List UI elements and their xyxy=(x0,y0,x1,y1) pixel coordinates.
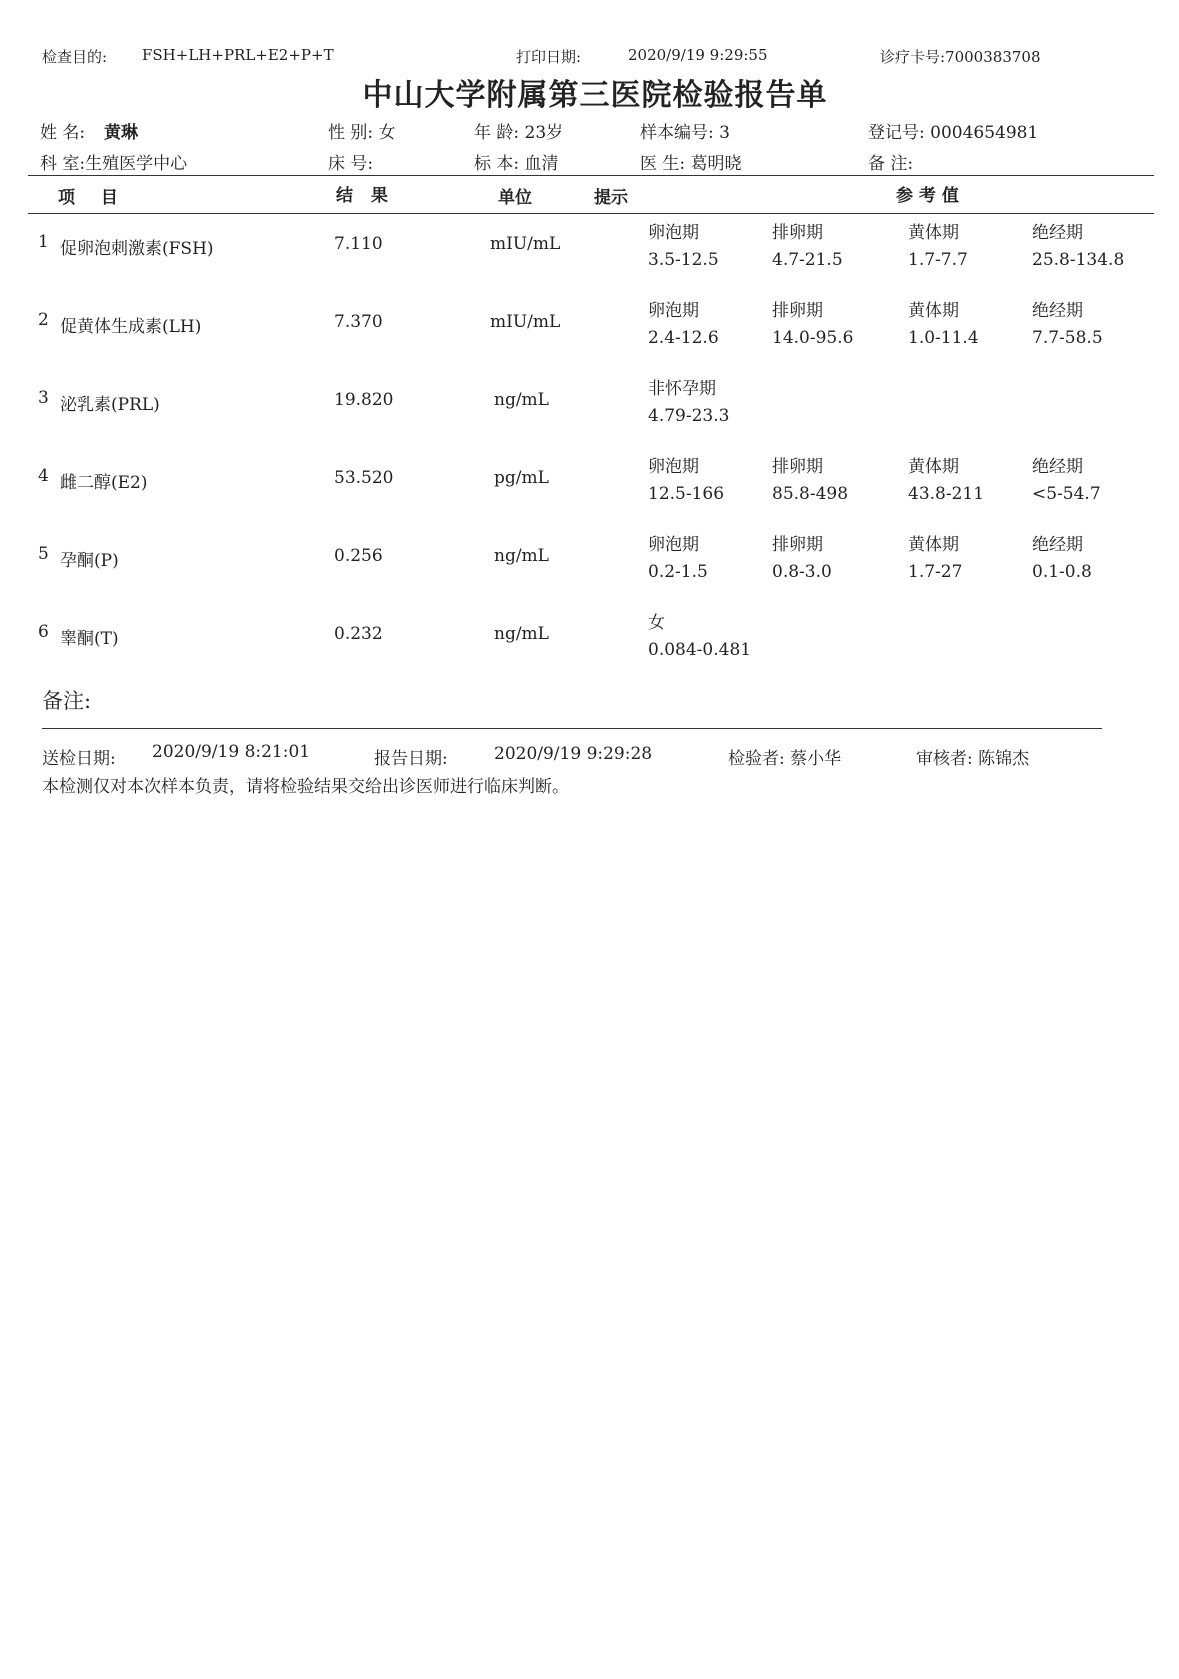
reviewer: 审核者: 陈锦杰 xyxy=(916,749,1030,769)
reference-range: 女 0.084-0.481 xyxy=(648,613,752,660)
sent-date-value: 2020/9/19 8:21:01 xyxy=(152,742,311,762)
patient-remark: 备 注: xyxy=(868,154,914,174)
doctor: 医 生: 葛明晓 xyxy=(640,154,742,174)
test-name: 雌二醇(E2) xyxy=(60,473,148,493)
reference-range: 黄体期 1.7-27 xyxy=(908,535,963,582)
row-number: 1 xyxy=(38,232,49,252)
specimen-type: 标 本: 血清 xyxy=(474,154,559,174)
test-unit: ng/mL xyxy=(494,390,549,410)
test-unit: mIU/mL xyxy=(490,234,561,254)
patient-age: 年 龄: 23岁 xyxy=(474,123,564,143)
reference-range: 黄体期 1.0-11.4 xyxy=(908,301,979,348)
row-number: 2 xyxy=(38,310,49,330)
registration-number: 登记号: 0004654981 xyxy=(868,123,1039,143)
test-result: 19.820 xyxy=(334,390,394,410)
sent-date-label: 送检日期: xyxy=(42,749,116,769)
test-name: 睾酮(T) xyxy=(60,629,119,649)
reference-range: 黄体期 43.8-211 xyxy=(908,457,985,504)
test-result: 7.110 xyxy=(334,234,383,254)
reference-range: 卵泡期 12.5-166 xyxy=(648,457,725,504)
print-date-value: 2020/9/19 9:29:55 xyxy=(628,46,768,64)
test-unit: mIU/mL xyxy=(490,312,561,332)
row-number: 5 xyxy=(38,544,49,564)
name-label: 姓 名: xyxy=(40,123,86,143)
purpose-value: FSH+LH+PRL+E2+P+T xyxy=(142,46,334,64)
test-name: 促卵泡刺激素(FSH) xyxy=(60,239,214,259)
row-number: 3 xyxy=(38,388,49,408)
reference-range: 卵泡期 2.4-12.6 xyxy=(648,301,719,348)
patient-gender: 性 别: 女 xyxy=(328,123,396,143)
column-unit: 单位 xyxy=(498,188,532,208)
print-date-label: 打印日期: xyxy=(516,48,582,66)
reference-range: 卵泡期 3.5-12.5 xyxy=(648,223,719,270)
column-result: 结 果 xyxy=(336,186,388,206)
reference-range: 黄体期 1.7-7.7 xyxy=(908,223,968,270)
card-number: 诊疗卡号:7000383708 xyxy=(880,48,1041,66)
disclaimer: 本检测仅对本次样本负责，请将检验结果交给出诊医师进行临床判断。 xyxy=(42,777,569,797)
reference-range: 绝经期 25.8-134.8 xyxy=(1032,223,1125,270)
reference-range: 排卵期 0.8-3.0 xyxy=(772,535,832,582)
report-title: 中山大学附属第三医院检验报告单 xyxy=(362,78,828,113)
footer-rule xyxy=(42,728,1102,729)
column-hint: 提示 xyxy=(594,188,628,208)
test-result: 53.520 xyxy=(334,468,394,488)
test-unit: ng/mL xyxy=(494,624,549,644)
report-date-value: 2020/9/19 9:29:28 xyxy=(494,744,653,764)
test-name: 促黄体生成素(LH) xyxy=(60,317,202,337)
test-unit: ng/mL xyxy=(494,546,549,566)
reference-range: 绝经期 7.7-58.5 xyxy=(1032,301,1103,348)
reference-range: 卵泡期 0.2-1.5 xyxy=(648,535,708,582)
header-bottom-rule xyxy=(28,213,1154,214)
bed-number: 床 号: xyxy=(328,154,374,174)
department: 科 室:生殖医学中心 xyxy=(40,154,188,174)
reference-range: 排卵期 4.7-21.5 xyxy=(772,223,843,270)
remarks-label: 备注: xyxy=(42,689,92,713)
test-result: 0.256 xyxy=(334,546,383,566)
test-name: 孕酮(P) xyxy=(60,551,119,571)
row-number: 6 xyxy=(38,622,49,642)
row-number: 4 xyxy=(38,466,49,486)
sample-number: 样本编号: 3 xyxy=(640,123,730,143)
tester: 检验者: 蔡小华 xyxy=(728,749,842,769)
test-result: 7.370 xyxy=(334,312,383,332)
reference-range: 排卵期 14.0-95.6 xyxy=(772,301,854,348)
test-name: 泌乳素(PRL) xyxy=(60,395,160,415)
patient-name: 黄琳 xyxy=(104,123,138,143)
report-date-label: 报告日期: xyxy=(374,749,448,769)
column-reference: 参 考 值 xyxy=(896,186,959,206)
reference-range: 非怀孕期 4.79-23.3 xyxy=(648,379,730,426)
reference-range: 绝经期 0.1-0.8 xyxy=(1032,535,1092,582)
column-item: 项 目 xyxy=(58,188,118,208)
test-result: 0.232 xyxy=(334,624,383,644)
test-unit: pg/mL xyxy=(494,468,549,488)
header-top-rule xyxy=(28,175,1154,176)
purpose-label: 检查目的: xyxy=(42,48,108,66)
reference-range: 绝经期 <5-54.7 xyxy=(1032,457,1101,504)
reference-range: 排卵期 85.8-498 xyxy=(772,457,849,504)
